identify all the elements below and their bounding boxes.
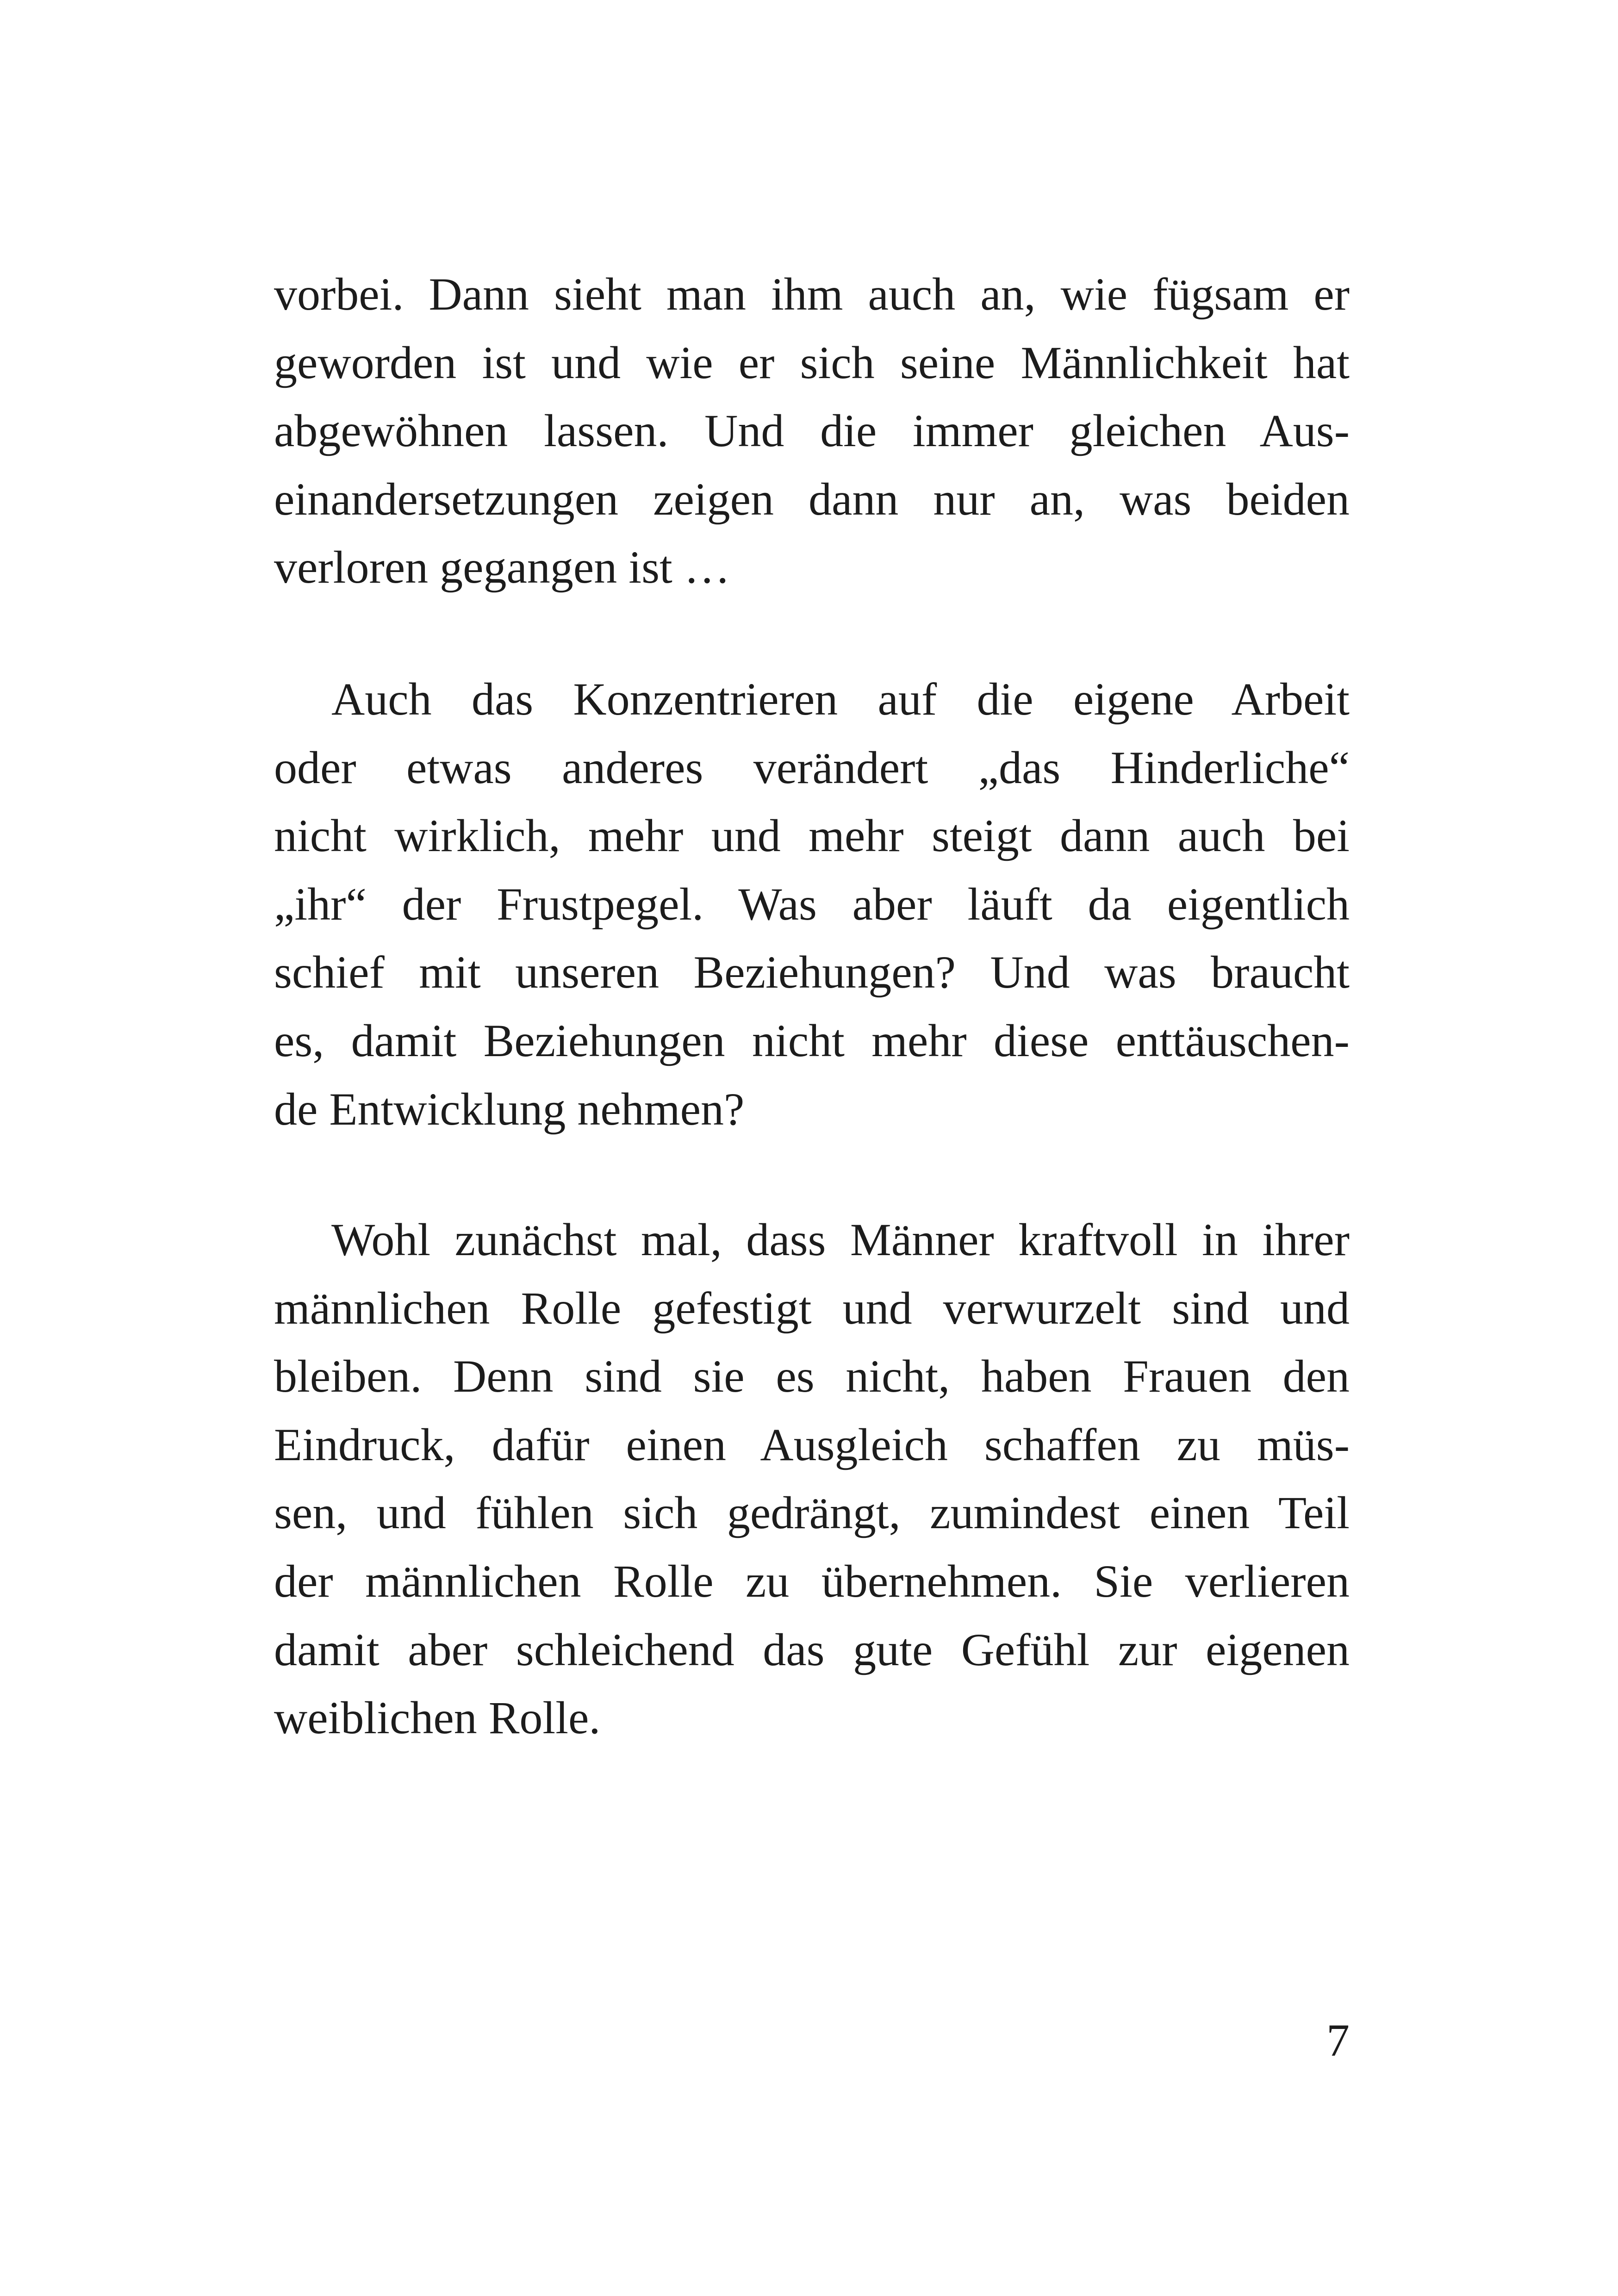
text-line: Auch das Konzentrieren auf die eigene Arbeit: [331, 673, 1350, 725]
text-line: de Entwicklung nehmen?: [274, 1083, 745, 1135]
paragraph-3: [274, 1206, 1350, 1752]
page-number: 7: [1326, 2015, 1350, 2066]
text-line: abgewöhnen lassen. Und die immer gleichen Aus-: [274, 405, 1350, 457]
text-line: verloren gegangen ist …: [274, 541, 730, 593]
text-line: Eindruck, dafür einen Ausgleich schaffen zu müs-: [274, 1419, 1350, 1470]
text-line: männlichen Rolle gefestigt und verwurzelt sind und: [274, 1282, 1350, 1334]
text-line: geworden ist und wie er sich seine Männlichkeit hat: [274, 336, 1350, 388]
text-line: sen, und fühlen sich gedrängt, zumindest einen Teil: [274, 1487, 1350, 1539]
paragraph-2: [274, 665, 1350, 1143]
text-line: bleiben. Denn sind sie es nicht, haben Frauen den: [274, 1350, 1350, 1402]
text-line: schief mit unseren Beziehungen? Und was braucht: [274, 946, 1350, 998]
text-line: der männlichen Rolle zu übernehmen. Sie verlieren: [274, 1555, 1350, 1607]
text-line: nicht wirklich, mehr und mehr steigt dann auch bei: [274, 810, 1350, 862]
text-line: „ihr“ der Frustpegel. Was aber läuft da eigentlich: [274, 878, 1350, 930]
text-line: weiblichen Rolle.: [274, 1692, 601, 1744]
text-line: oder etwas anderes verändert „das Hinderliche“: [274, 741, 1350, 793]
paragraph-1: [274, 260, 1350, 602]
text-line: vorbei. Dann sieht man ihm auch an, wie fügsam er: [274, 268, 1350, 320]
text-line: es, damit Beziehungen nicht mehr diese enttäuschen-: [274, 1014, 1350, 1066]
text-line: Wohl zunächst mal, dass Männer kraftvoll in ihrer: [331, 1214, 1350, 1265]
text-line: einandersetzungen zeigen dann nur an, was beiden: [274, 473, 1350, 525]
text-line: damit aber schleichend das gute Gefühl zur eigenen: [274, 1624, 1350, 1675]
